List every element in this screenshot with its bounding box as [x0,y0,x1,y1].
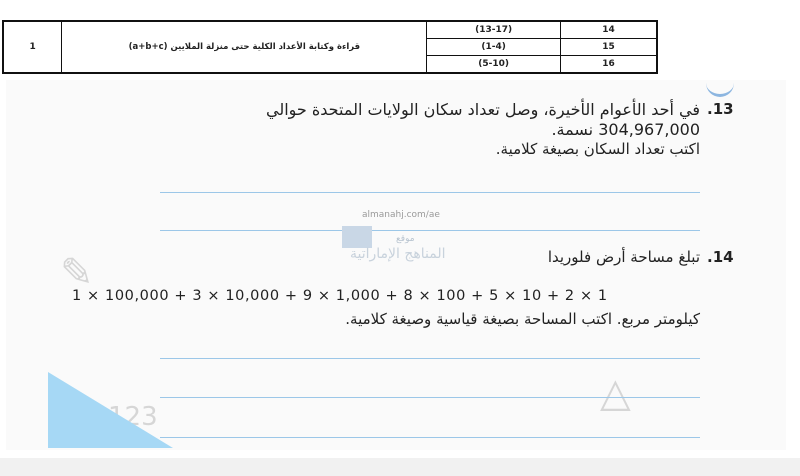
area-expression: 1 × 100,000 + 3 × 10,000 + 9 × 1,000 + 8 × 100 + 5 × 10 + 2 × 1 [72,288,608,304]
decor-symbol: △ [600,370,631,416]
question-13-number: .13 [707,100,734,118]
answer-line [160,230,700,231]
answer-line [160,358,700,359]
corner-triangle-decoration [48,372,173,448]
question-range: (13-17) [427,21,561,39]
watermark-site-small: موقع [396,234,415,244]
answer-line [160,192,700,193]
question-count: 16 [560,55,657,73]
standard-description: قراءة وكتابة الأعداد الكلية حتى منزلة الملايين (a+b+c) [62,21,427,73]
standards-table [2,20,658,74]
question-14-text: تبلغ مساحة أرض فلوريدا [547,248,700,266]
question-count: 14 [560,21,657,39]
question-range: (5-10) [427,55,561,73]
answer-line [160,397,700,398]
decor-number-123: 123 [108,402,158,432]
question-13-instruction: اكتب تعداد السكان بصيغة كلامية. [495,140,700,158]
standard-number: 1 [3,21,62,73]
watermark-logo [342,226,372,248]
question-13-text: في أحد الأعوام الأخيرة، وصل تعداد سكان الولايات المتحدة حوالي [266,100,700,119]
question-13-population: 304,967,000 نسمة. [551,120,700,139]
bottom-band [0,458,800,476]
question-14-number: .14 [707,248,734,266]
watermark-site-name: المناهج الإماراتية [350,246,446,262]
question-14-instruction: كيلومتر مربع. اكتب المساحة بصيغة قياسية وصيغة كلامية. [345,310,700,328]
answer-line [160,437,700,438]
question-range: (1-4) [427,39,561,56]
watermark-url: almanahj.com/ae [362,210,440,220]
question-count: 15 [560,39,657,56]
decor-symbol: ✎ [60,250,94,296]
